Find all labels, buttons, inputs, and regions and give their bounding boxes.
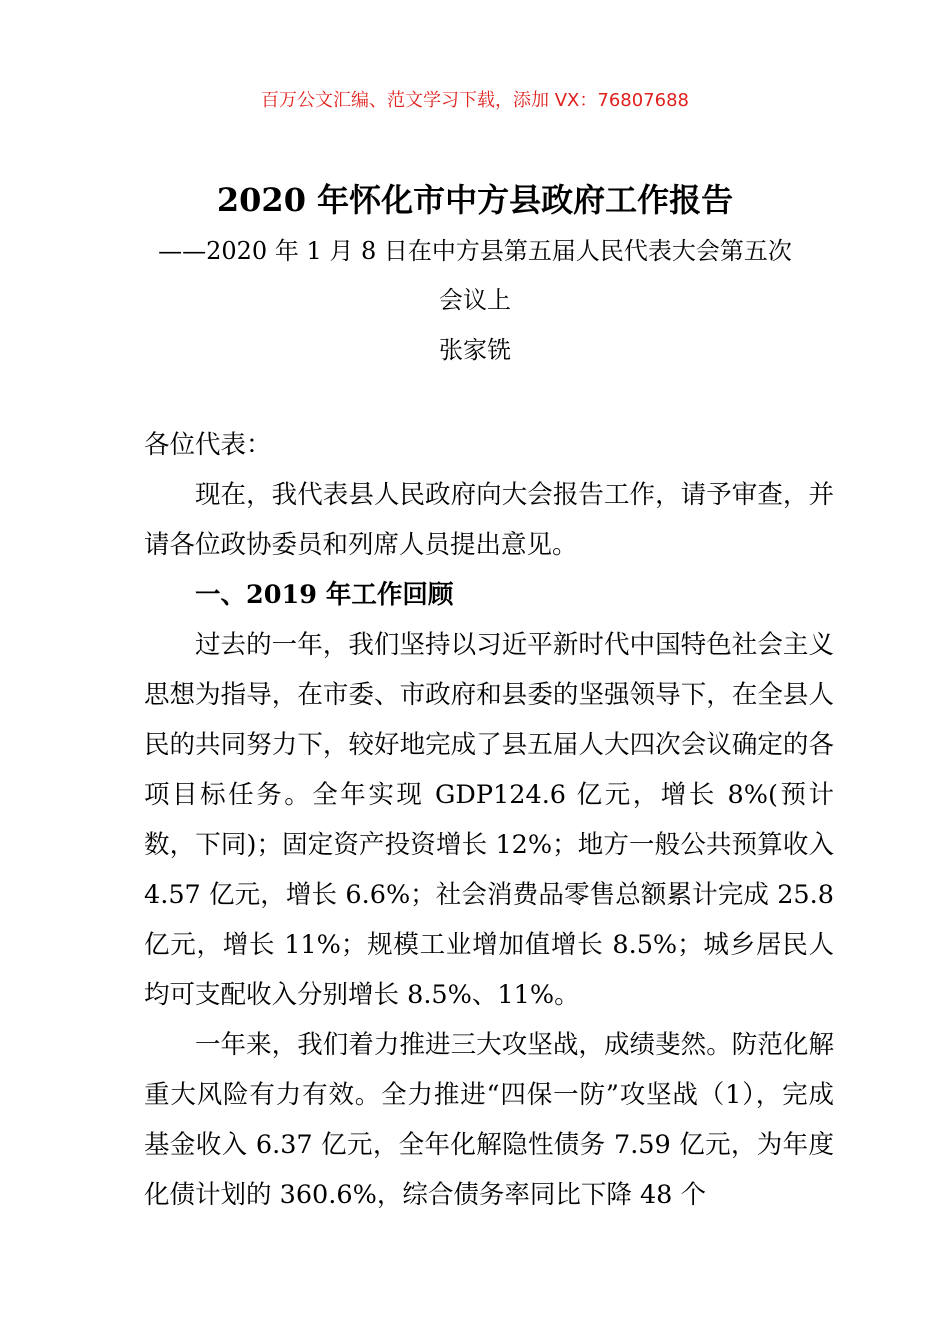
document-body <box>144 420 834 1220</box>
document-title: 2020 年怀化市中方县政府工作报告 <box>216 181 734 219</box>
document-author: 张家铣 <box>439 336 511 364</box>
paragraph-achievements: 一年来，我们着力推进三大攻坚战，成绩斐然。防范化解重大风险有力有效。全力推进“四保一防”攻坚战（1），完成基金收入 6.37 亿元，全年化解隐性债务 7.59 亿元，为年度化债计划的 360.6%，综合债务率同比下降 48 个 <box>144 1030 834 1210</box>
paragraph-review: 过去的一年，我们坚持以习近平新时代中国特色社会主义思想为指导，在市委、市政府和县委的坚强领导下，在全县人民的共同努力下，较好地完成了县五届人大四次会议确定的各项目标任务。全年实现 GDP124.6 亿元，增长 8%(预计数，下同)；固定资产投资增长 12%；地方一般公共预算收入 4.57 亿元，增长 6.6%；社会消费品零售总额累计完成 25.8 亿元，增长 11%；规模工业增加值增长 8.5%；城乡居民人均可支配收入分别增长 8.5%、11%。 <box>144 630 834 1010</box>
document-subtitle-line2: 会议上 <box>439 286 511 314</box>
section-heading: 一、2019 年工作回顾 <box>195 580 454 610</box>
salutation: 各位代表： <box>144 430 272 460</box>
document-subtitle-line1: ——2020 年 1 月 8 日在中方县第五届人民代表大会第五次 <box>158 237 792 265</box>
paragraph-intro: 现在，我代表县人民政府向大会报告工作，请予审查，并请各位政协委员和列席人员提出意见。 <box>144 480 834 560</box>
header-ad-text: 百万公文汇编、范文学习下载，添加 VX：76807688 <box>261 90 689 111</box>
